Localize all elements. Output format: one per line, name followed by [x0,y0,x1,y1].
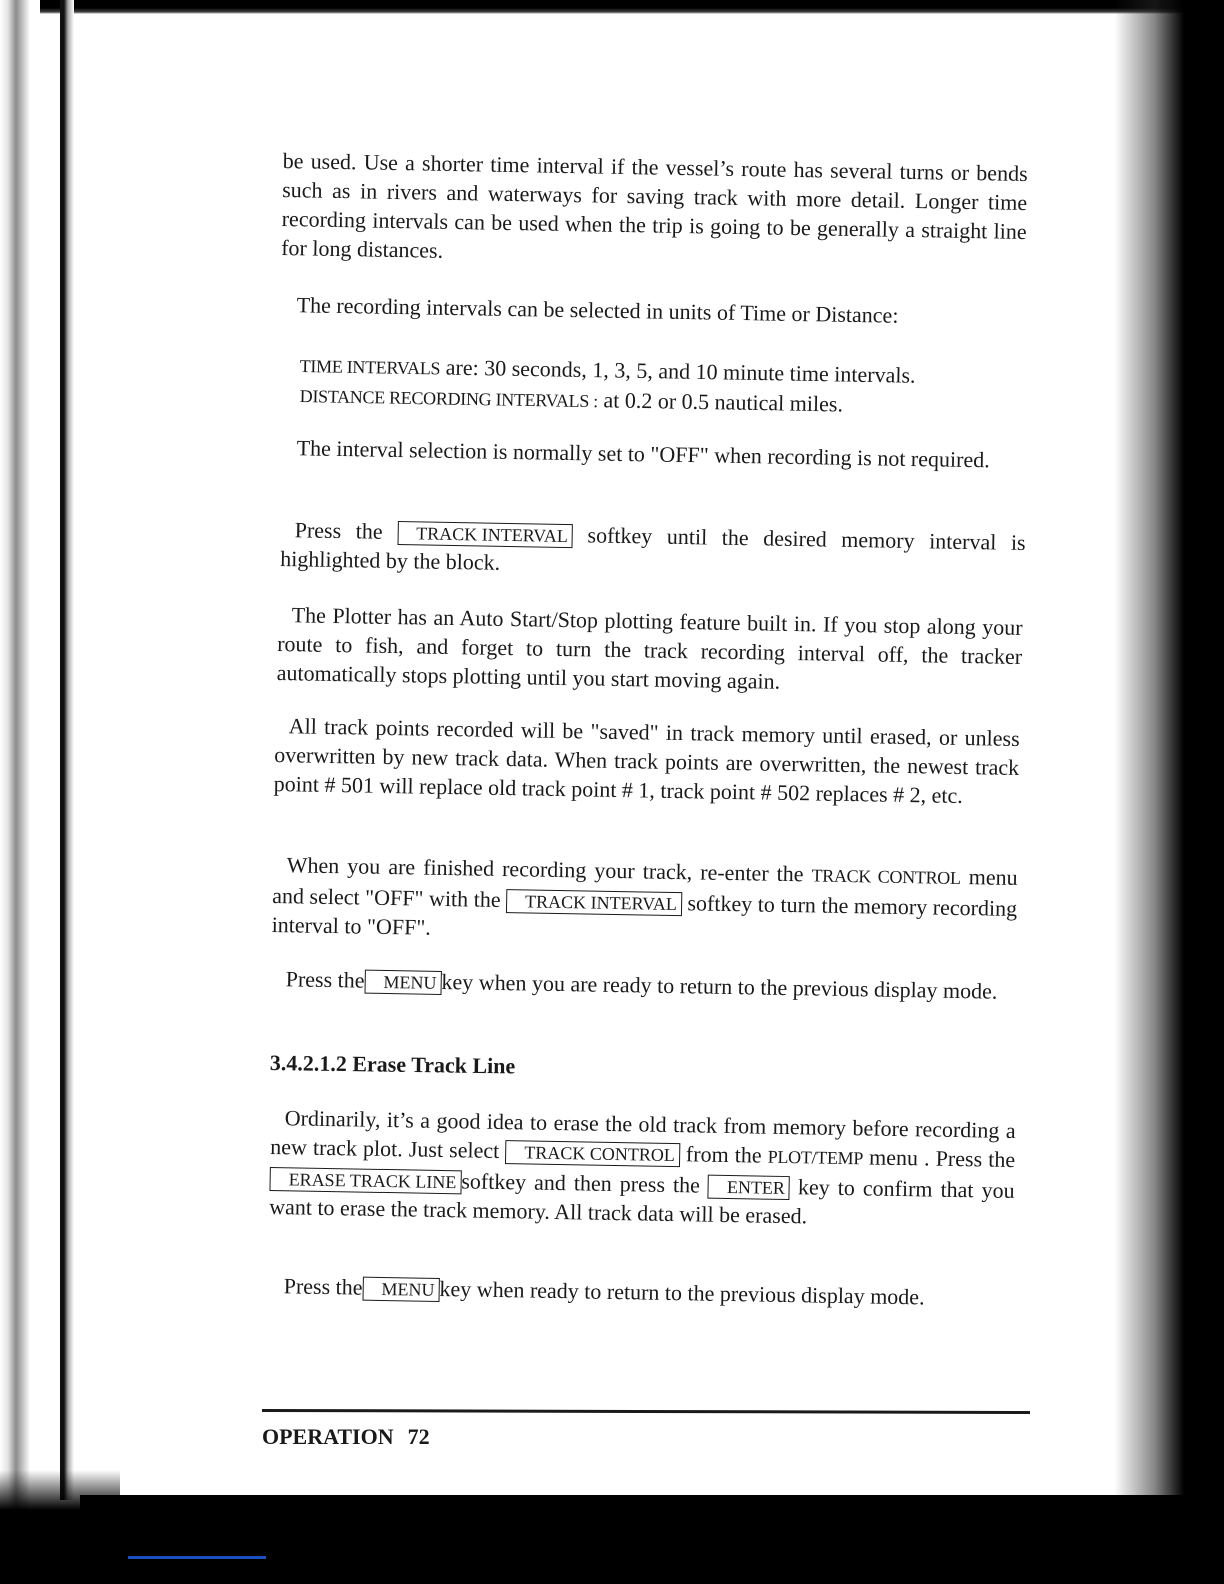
p10-post: key when you are ready to return to the previous display mode. [441,968,998,1004]
paragraph-route-intervals: be used. Use a shorter time interval if the vessel’s route has several turns or bends such as in rivers and waterways for saving track with more detail. Longer time recording intervals can be used when the trip is going to be generally a straight line for long distances. [281,147,1028,263]
paragraph-auto-start-stop: The Plotter has an Auto Start/Stop plotting feature built in. If you stop along your route to fish, and forget to turn the track recording interval off, the tracker automatically stops plotting until you start moving again. [276,602,1023,694]
p9-post: softkey to turn the memory recording interval to "OFF". [271,890,1018,940]
p11-pre: Ordinarily, it’s a good idea to erase the old track from memory before recording a new track plot. Just select [270,1105,1016,1164]
paragraph-menu-return-1 [271,964,1016,1006]
p10-pre: Press the [285,966,365,993]
p12-pre: Press the [283,1273,363,1300]
time-intervals-label: TIME INTERVALS [299,355,441,379]
distance-intervals-label: DISTANCE RECORDING INTERVALS : [299,385,599,412]
menu-key: MENU [364,970,441,995]
p12-post: key when ready to return to the previous display mode. [439,1275,925,1310]
section-heading [270,1050,516,1079]
p11-mid2: menu . Press the [862,1144,1016,1172]
paragraph-menu-return-2 [269,1271,1014,1313]
footer-rule [262,1409,1030,1414]
p6-pre: Press the [294,517,398,545]
p9-mid: menu and select "OFF" with the [271,864,1018,913]
erase-track-line-key: ERASE TRACK LINE [269,1167,461,1194]
track-interval-key-2: TRACK INTERVAL [506,889,682,916]
paragraph-track-memory: All track points recorded will be "saved" in track memory until erased, or unless overwritten by new track data. When track points are overwritten, the newest track point # 501 will replace old track point # 1, track point # 502 replaces # 2, etc. [273,713,1020,809]
enter-key: ENTER [708,1175,790,1200]
distance-intervals-text: at 0.2 or 0.5 nautical miles. [597,387,844,417]
track-control-menu-label: TRACK CONTROL [811,865,961,889]
page-number: 72 [407,1424,430,1449]
paragraph-track-interval-softkey [280,515,1026,586]
page-footer [262,1424,430,1450]
paragraph-interval-off: The interval selection is normally set to "OFF" when recording is not required. [296,435,990,473]
menu-key-2: MENU [362,1277,439,1302]
footer-section: OPERATION [262,1424,394,1449]
section-number: 3.4.2.1.2 [269,1050,347,1077]
paragraph-erase-track [269,1103,1016,1234]
paragraph-interval-units: The recording intervals can be selected in units of Time or Distance: [296,292,899,328]
p11-post: key to confirm that you want to erase the track memory. All track data will be erased. [268,1174,1015,1229]
plot-temp-menu-label: PLOT/TEMP [767,1146,864,1169]
track-interval-key: TRACK INTERVAL [397,521,573,548]
paragraph-finish-recording [271,850,1017,952]
track-control-key: TRACK CONTROL [505,1140,680,1167]
p6-post: softkey until the desired memory interval is highlighted by the block. [280,522,1026,575]
section-title: Erase Track Line [352,1051,516,1079]
time-intervals-text: are: 30 seconds, 1, 3, 5, and 10 minute time intervals. [440,354,916,388]
p9-pre: When you are finished recording your track, re-enter the [286,852,812,887]
p11-mid1: from the [679,1141,768,1168]
p11-mid3: softkey and then press the [461,1168,709,1198]
